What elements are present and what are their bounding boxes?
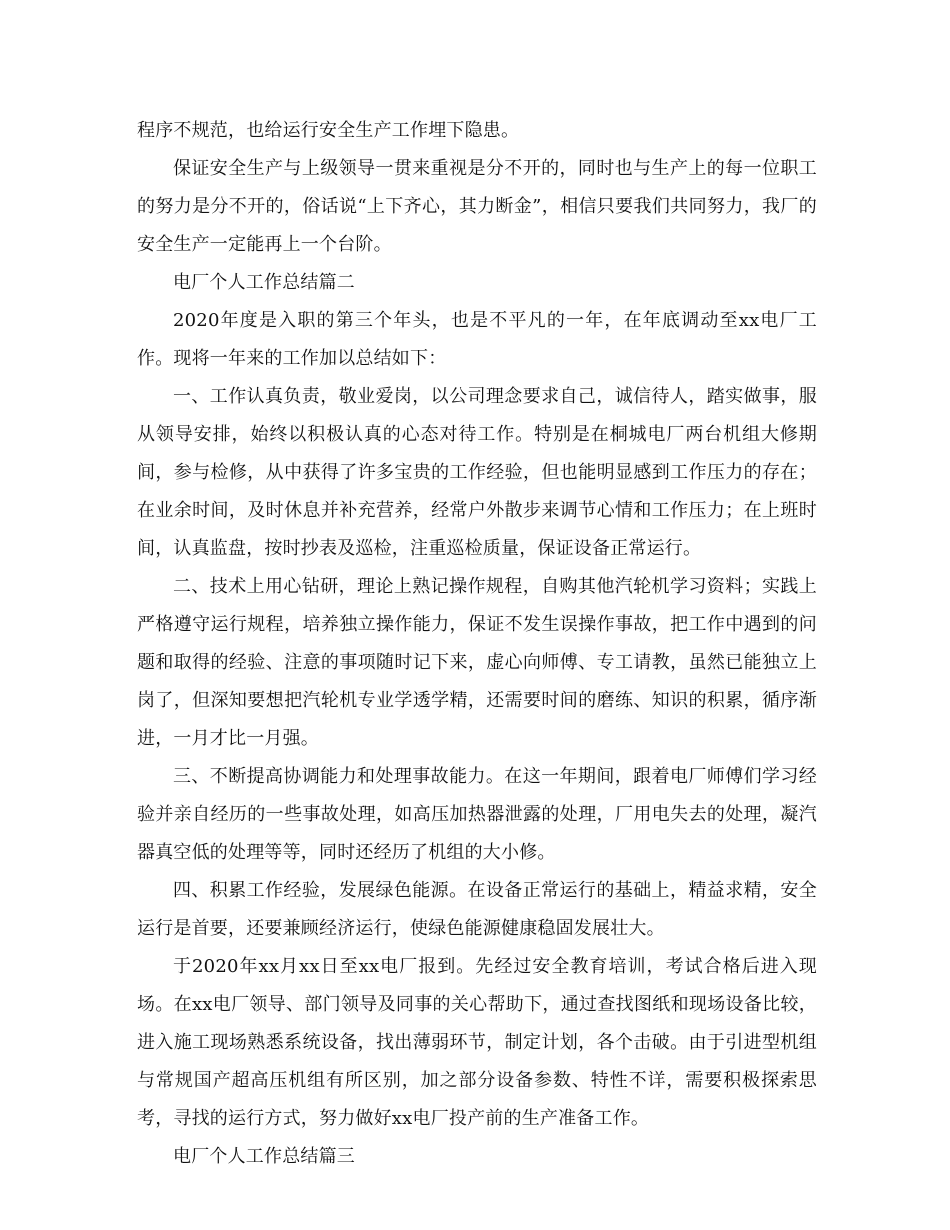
paragraph-point-three: 三、不断提高协调能力和处理事故能力。在这一年期间，跟着电厂师傅们学习经验并亲自经历的一些事故处理，如高压加热器泄露的处理，厂用电失去的处理，凝汽器真空低的处理等等，同时还经历了机组的大小修。 — [137, 766, 817, 863]
document-body — [137, 112, 817, 1176]
section-heading-part-two: 电厂个人工作总结篇二 — [173, 272, 355, 293]
paragraph-intro-2020: 2020年度是入职的第三个年头，也是不平凡的一年，在年底调动至xx电厂工作。现将一年来的工作加以总结如下： — [137, 310, 817, 369]
paragraph-point-two: 二、技术上用心钻研，理论上熟记操作规程，自购其他汽轮机学习资料；实践上严格遵守运行规程，培养独立操作能力，保证不发生误操作事故，把工作中遇到的问题和取得的经验、注意的事项随时记下来，虚心向师傅、专工请教，虽然已能独立上岗了，但深知要想把汽轮机专业学透学精，还需要时间的磨练、知识的积累，循序渐进，一月才比一月强。 — [137, 576, 817, 749]
paragraph-continuation: 程序不规范，也给运行安全生产工作埋下隐患。 — [137, 120, 520, 141]
paragraph-point-one: 一、工作认真负责，敬业爱岗，以公司理念要求自己，诚信待人，踏实做事，服从领导安排，始终以积极认真的心态对待工作。特别是在桐城电厂两台机组大修期间，参与检修，从中获得了许多宝贵的工作经验，但也能明显感到工作压力的存在；在业余时间，及时休息并补充营养，经常户外散步来调节心情和工作压力；在上班时间，认真监盘，按时抄表及巡检，注重巡检质量，保证设备正常运行。 — [137, 386, 817, 559]
paragraph-report-arrival: 于2020年xx月xx日至xx电厂报到。先经过安全教育培训，考试合格后进入现场。在xx电厂领导、部门领导及同事的关心帮助下，通过查找图纸和现场设备比较，进入施工现场熟悉系统设备，找出薄弱环节，制定计划，各个击破。由于引进型机组与常规国产超高压机组有所区别，加之部分设备参数、特性不详，需要积极探索思考，寻找的运行方式，努力做好xx电厂投产前的生产准备工作。 — [137, 956, 817, 1129]
paragraph-safety-production: 保证安全生产与上级领导一贯来重视是分不开的，同时也与生产上的每一位职工的努力是分不开的，俗话说“上下齐心，其力断金”，相信只要我们共同努力，我厂的安全生产一定能再上一个台阶。 — [137, 158, 817, 255]
section-heading-part-three: 电厂个人工作总结篇三 — [173, 1146, 355, 1167]
paragraph-point-four: 四、积累工作经验，发展绿色能源。在设备正常运行的基础上，精益求精，安全运行是首要，还要兼顾经济运行，使绿色能源健康稳固发展壮大。 — [137, 880, 817, 939]
